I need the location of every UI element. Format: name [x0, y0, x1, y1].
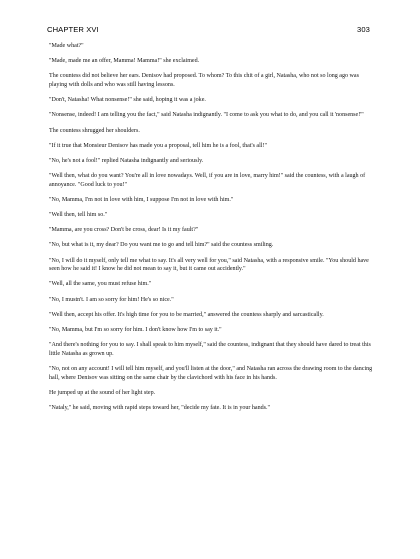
paragraph: "No, but what is it, my dear? Do you want me to go and tell him?" said the countess smiling. — [49, 242, 274, 249]
paragraph: The countess did not believe her ears. Denisov had proposed. To whom? To this chit of a girl, Natasha, who not so long ago was playing with dolls and who was still having lessons. — [49, 73, 359, 88]
paragraph: "No, Mamma, but I'm so sorry for him. I don't know how I'm to say it." — [49, 326, 222, 333]
paragraph: "Well, all the same, you must refuse him." — [49, 281, 152, 288]
paragraph: "Mamma, are you cross? Don't be cross, dear! Is it my fault?" — [49, 227, 199, 234]
paragraph: "No, I mustn't. I am so sorry for him! He's so nice." — [49, 296, 174, 303]
page-body — [49, 42, 376, 419]
paragraph: "Nonsense, indeed! I am telling you the fact," said Natasha indignantly. "I come to ask you what to do, and you call it 'nonsense!'" — [49, 112, 364, 119]
paragraph: "Well then, accept his offer. It's high time for you to be married," answered the countess sharply and sarcastically. — [49, 311, 324, 318]
paragraph: "No, Mamma, I'm not in love with him, I suppose I'm not in love with him." — [49, 196, 234, 203]
paragraph: "Made, made me an offer, Mamma! Mamma!" she exclaimed. — [49, 58, 200, 65]
page-number: 303 — [357, 25, 370, 34]
paragraph: "Made what?" — [49, 43, 84, 49]
paragraph: The countess shrugged her shoulders. — [49, 127, 140, 134]
paragraph: "If it true that Monsieur Denisov has made you a proposal, tell him he is a fool, that's all!" — [49, 142, 267, 149]
page-header — [47, 25, 370, 37]
paragraph: "Well then, tell him so." — [49, 212, 108, 219]
paragraph: "No, he's not a fool!" replied Natasha indignantly and seriously. — [49, 157, 204, 164]
paragraph: "No, I will do it myself, only tell me what to say. It's all very well for you," said Natasha, with a responsive smile. "You should have seen how he said it! I know he did not mean to say it, but it came out accidently." — [49, 257, 369, 273]
paragraph: "And there's nothing for you to say. I shall speak to him myself," said the countess, indignant that they should have dared to treat this little Natasha as grown up. — [49, 342, 371, 357]
paragraph: "Well then, what do you want? You're all in love nowadays. Well, if you are in love, marry him!" said the countess, with a laugh of annoyance. "Good luck to you!" — [49, 173, 366, 188]
paragraph: He jumped up at the sound of her light step. — [49, 389, 156, 396]
paragraph: "Nataly," he said, moving with rapid steps toward her, "decide my fate. It is in your hands." — [49, 404, 270, 411]
paragraph: "No, not on any account! I will tell him myself, and you'll listen at the door," and Natasha ran across the drawing room to the dancing hall, where Denisov was sitting on the same chair by the clavichord with his face in his hands. — [49, 365, 373, 381]
paragraph: "Don't, Natasha! What nonsense!" she said, hoping it was a joke. — [49, 97, 206, 104]
chapter-title: CHAPTER XVI — [47, 25, 99, 34]
